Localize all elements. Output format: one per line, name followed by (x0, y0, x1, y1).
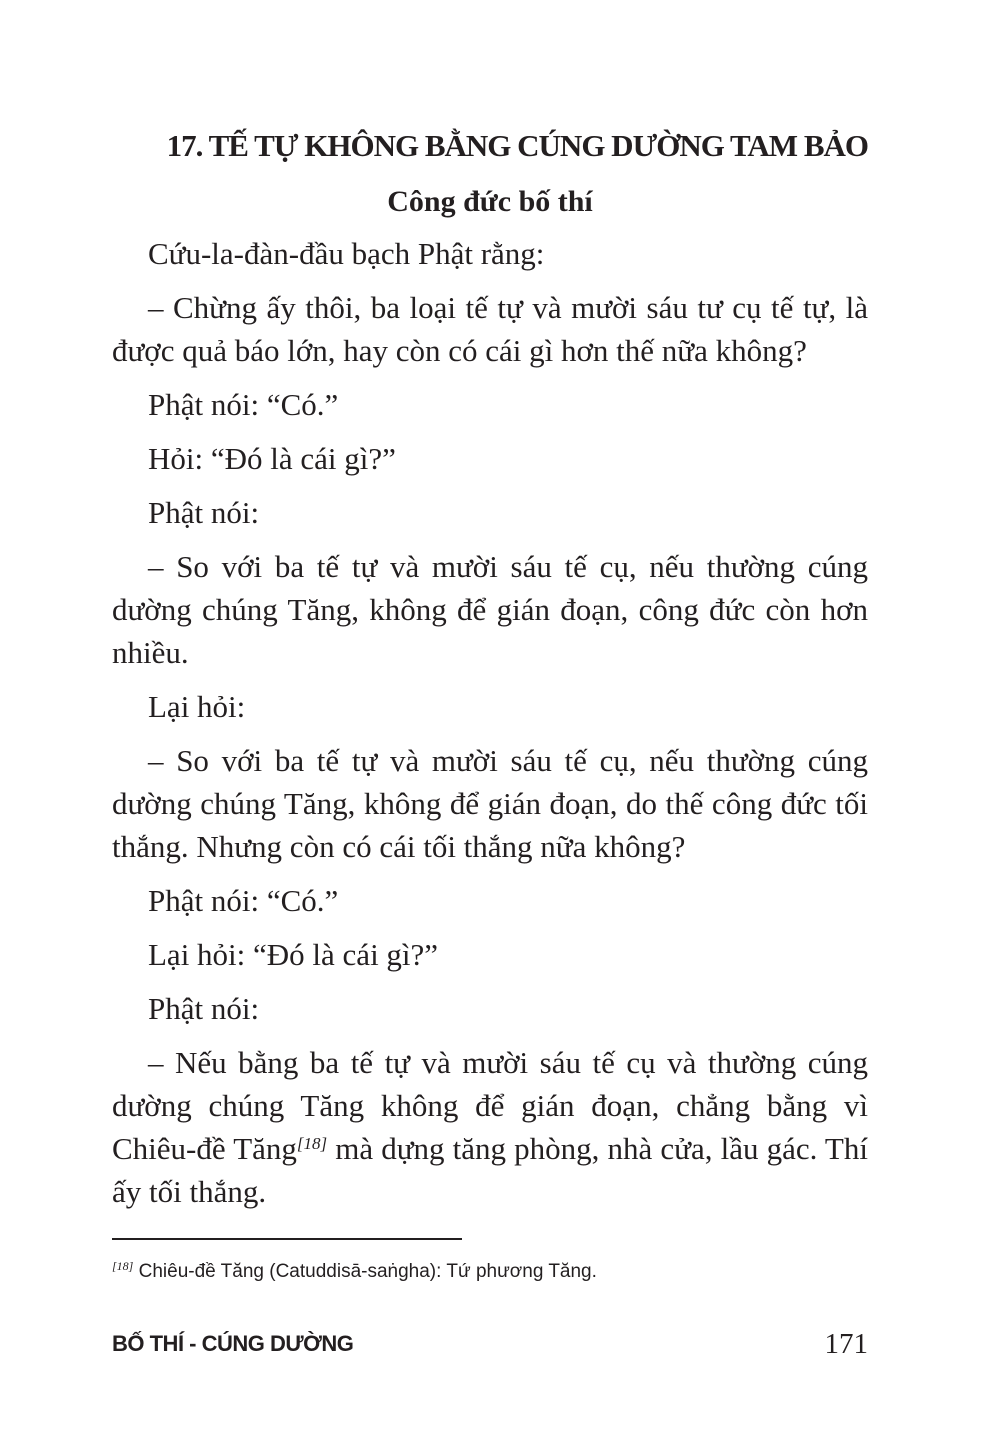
paragraph: – Chừng ấy thôi, ba loại tế tự và mười sáu tư cụ tế tự, là được quả báo lớn, hay còn có cái gì hơn thế nữa không? (112, 290, 868, 368)
paragraph: Phật nói: “Có.” (148, 387, 339, 422)
footnote-reference[interactable]: [18] (296, 1134, 328, 1153)
paragraph-text: mà dựng tăng phòng, nhà cửa, lầu gác. Thí ấy tối thắng. (112, 1131, 868, 1209)
paragraph: Cứu-la-đàn-đầu bạch Phật rằng: (148, 236, 545, 271)
book-page (112, 0, 868, 1440)
paragraph: – So với ba tế tự và mười sáu tế cụ, nếu thường cúng dường chúng Tăng, không để gián đoạn, công đức còn hơn nhiều. (112, 549, 868, 670)
paragraph: Phật nói: “Có.” (148, 883, 339, 918)
paragraph-text: – Nếu bằng ba tế tự và mười sáu tế cụ và thường cúng dường chúng Tăng không để gián đoạn, chẳng bằng vì Chiêu-đề Tăng (112, 1045, 868, 1166)
chapter-title: 17. TẾ TỰ KHÔNG BẰNG CÚNG DƯỜNG TAM BẢO (166, 128, 868, 163)
paragraph (112, 1041, 868, 1213)
paragraph: Phật nói: (148, 495, 260, 530)
body-text (112, 232, 868, 1224)
page-number: 171 (824, 1328, 868, 1360)
running-footer-title: BỐ THÍ - CÚNG DƯỜNG (112, 1331, 354, 1356)
footnote-divider (112, 1238, 462, 1240)
paragraph: Hỏi: “Đó là cái gì?” (148, 441, 396, 476)
footnote-marker: [18] (112, 1259, 134, 1273)
paragraph: Lại hỏi: (148, 689, 246, 724)
section-title: Công đức bố thí (387, 185, 593, 218)
footnote (112, 1258, 868, 1286)
footnote-text: Chiêu-đề Tăng (Catuddisā-saṅgha): Tứ phương Tăng. (133, 1261, 597, 1282)
paragraph: Phật nói: (148, 991, 260, 1026)
paragraph: Lại hỏi: “Đó là cái gì?” (148, 937, 439, 972)
paragraph: – So với ba tế tự và mười sáu tế cụ, nếu thường cúng dường chúng Tăng, không để gián đoạn, do thế công đức tối thắng. Nhưng còn có cái tối thắng nữa không? (112, 743, 868, 864)
